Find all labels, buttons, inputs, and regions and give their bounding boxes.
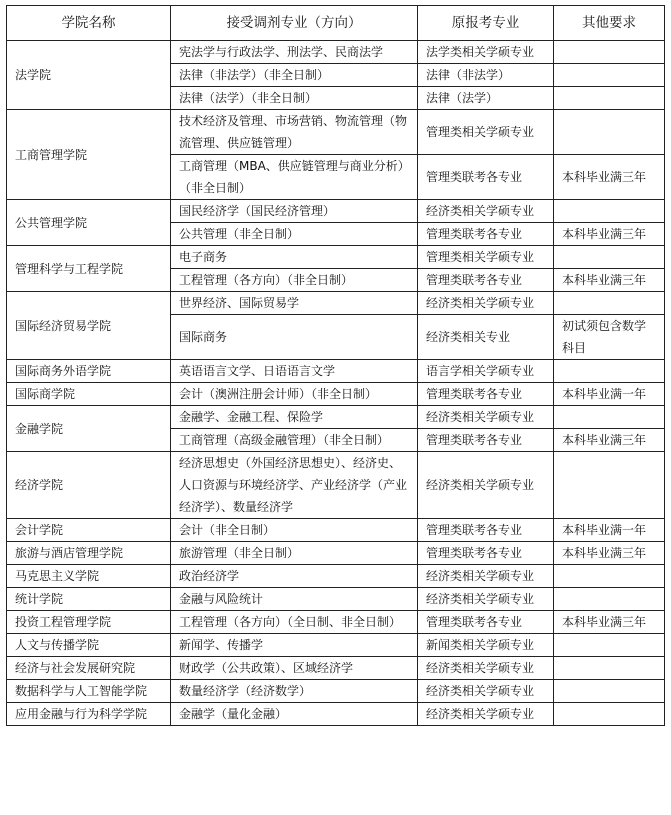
college-name-cell: 人文与传播学院 [7, 634, 171, 657]
college-name-cell: 管理科学与工程学院 [7, 246, 171, 292]
major-cell: 工程管理（各方向）（非全日制） [171, 269, 418, 292]
major-cell: 经济思想史（外国经济思想史）、经济史、人口资源与环境经济学、产业经济学（产业经济学）、数量经济学 [171, 452, 418, 519]
original-major-cell: 经济类相关学硕专业 [418, 703, 554, 726]
original-major-cell: 法律（法学） [418, 87, 554, 110]
table-row [7, 200, 665, 223]
table-row [7, 360, 665, 383]
original-major-cell: 管理类联考各专业 [418, 611, 554, 634]
major-cell: 国民经济学（国民经济管理） [171, 200, 418, 223]
college-name-cell: 投资工程管理学院 [7, 611, 171, 634]
major-cell: 世界经济、国际贸易学 [171, 292, 418, 315]
major-cell: 国际商务 [171, 315, 418, 360]
header-original-major: 原报考专业 [418, 6, 554, 41]
major-cell: 工商管理（高级金融管理）（非全日制） [171, 429, 418, 452]
table-row [7, 634, 665, 657]
college-name-cell: 统计学院 [7, 588, 171, 611]
major-cell: 法律（非法学）（非全日制） [171, 64, 418, 87]
college-name-cell: 法学院 [7, 41, 171, 110]
other-requirements-cell [554, 292, 665, 315]
original-major-cell: 管理类联考各专业 [418, 429, 554, 452]
other-requirements-cell [554, 565, 665, 588]
table-row [7, 406, 665, 429]
original-major-cell: 经济类相关学硕专业 [418, 588, 554, 611]
table-row [7, 542, 665, 565]
original-major-cell: 经济类相关学硕专业 [418, 200, 554, 223]
table-row [7, 383, 665, 406]
major-cell: 金融与风险统计 [171, 588, 418, 611]
original-major-cell: 管理类相关学硕专业 [418, 246, 554, 269]
other-requirements-cell: 本科毕业满三年 [554, 429, 665, 452]
major-cell: 工程管理（各方向）（全日制、非全日制） [171, 611, 418, 634]
college-name-cell: 国际商务外语学院 [7, 360, 171, 383]
major-cell: 工商管理（MBA、供应链管理与商业分析）（非全日制） [171, 155, 418, 200]
header-other-requirements: 其他要求 [554, 6, 665, 41]
major-cell: 数量经济学（经济数学） [171, 680, 418, 703]
college-name-cell: 公共管理学院 [7, 200, 171, 246]
major-cell: 新闻学、传播学 [171, 634, 418, 657]
table-row [7, 519, 665, 542]
original-major-cell: 管理类联考各专业 [418, 269, 554, 292]
college-name-cell: 工商管理学院 [7, 110, 171, 200]
college-name-cell: 金融学院 [7, 406, 171, 452]
college-name-cell: 会计学院 [7, 519, 171, 542]
other-requirements-cell [554, 110, 665, 155]
major-cell: 电子商务 [171, 246, 418, 269]
table-row [7, 680, 665, 703]
other-requirements-cell: 本科毕业满三年 [554, 155, 665, 200]
major-cell: 旅游管理（非全日制） [171, 542, 418, 565]
header-college: 学院名称 [7, 6, 171, 41]
table-row [7, 110, 665, 155]
table-row [7, 657, 665, 680]
college-name-cell: 国际商学院 [7, 383, 171, 406]
other-requirements-cell [554, 634, 665, 657]
other-requirements-cell [554, 87, 665, 110]
other-requirements-cell [554, 657, 665, 680]
original-major-cell: 经济类相关学硕专业 [418, 565, 554, 588]
table-row [7, 452, 665, 519]
other-requirements-cell [554, 360, 665, 383]
header-row [7, 6, 665, 41]
original-major-cell: 管理类联考各专业 [418, 542, 554, 565]
other-requirements-cell: 初试须包含数学科目 [554, 315, 665, 360]
other-requirements-cell [554, 452, 665, 519]
major-cell: 宪法学与行政法学、刑法学、民商法学 [171, 41, 418, 64]
original-major-cell: 经济类相关专业 [418, 315, 554, 360]
college-name-cell: 旅游与酒店管理学院 [7, 542, 171, 565]
major-cell: 政治经济学 [171, 565, 418, 588]
table-row [7, 246, 665, 269]
other-requirements-cell [554, 703, 665, 726]
original-major-cell: 经济类相关学硕专业 [418, 657, 554, 680]
other-requirements-cell: 本科毕业满三年 [554, 611, 665, 634]
other-requirements-cell: 本科毕业满三年 [554, 223, 665, 246]
table-body [7, 41, 665, 726]
other-requirements-cell [554, 41, 665, 64]
table-row [7, 588, 665, 611]
original-major-cell: 经济类相关学硕专业 [418, 406, 554, 429]
college-name-cell: 应用金融与行为科学学院 [7, 703, 171, 726]
major-cell: 金融学（量化金融） [171, 703, 418, 726]
original-major-cell: 管理类联考各专业 [418, 383, 554, 406]
major-cell: 会计（非全日制） [171, 519, 418, 542]
other-requirements-cell: 本科毕业满一年 [554, 519, 665, 542]
major-cell: 公共管理（非全日制） [171, 223, 418, 246]
adjustment-table [6, 5, 665, 726]
original-major-cell: 管理类联考各专业 [418, 519, 554, 542]
original-major-cell: 语言学相关学硕专业 [418, 360, 554, 383]
major-cell: 法律（法学）（非全日制） [171, 87, 418, 110]
major-cell: 英语语言文学、日语语言文学 [171, 360, 418, 383]
original-major-cell: 法律（非法学） [418, 64, 554, 87]
original-major-cell: 经济类相关学硕专业 [418, 680, 554, 703]
college-name-cell: 国际经济贸易学院 [7, 292, 171, 360]
major-cell: 金融学、金融工程、保险学 [171, 406, 418, 429]
other-requirements-cell [554, 246, 665, 269]
table-row [7, 565, 665, 588]
college-name-cell: 经济与社会发展研究院 [7, 657, 171, 680]
original-major-cell: 经济类相关学硕专业 [418, 452, 554, 519]
other-requirements-cell [554, 406, 665, 429]
table-row [7, 292, 665, 315]
other-requirements-cell [554, 200, 665, 223]
original-major-cell: 管理类联考各专业 [418, 155, 554, 200]
major-cell: 财政学（公共政策）、区域经济学 [171, 657, 418, 680]
original-major-cell: 法学类相关学硕专业 [418, 41, 554, 64]
other-requirements-cell [554, 64, 665, 87]
original-major-cell: 管理类相关学硕专业 [418, 110, 554, 155]
other-requirements-cell [554, 588, 665, 611]
college-name-cell: 数据科学与人工智能学院 [7, 680, 171, 703]
original-major-cell: 管理类联考各专业 [418, 223, 554, 246]
original-major-cell: 经济类相关学硕专业 [418, 292, 554, 315]
table-row [7, 611, 665, 634]
major-cell: 技术经济及管理、市场营销、物流管理（物流管理、供应链管理） [171, 110, 418, 155]
other-requirements-cell: 本科毕业满三年 [554, 269, 665, 292]
major-cell: 会计（澳洲注册会计师）（非全日制） [171, 383, 418, 406]
college-name-cell: 经济学院 [7, 452, 171, 519]
header-major: 接受调剂专业（方向） [171, 6, 418, 41]
original-major-cell: 新闻类相关学硕专业 [418, 634, 554, 657]
other-requirements-cell [554, 680, 665, 703]
other-requirements-cell: 本科毕业满三年 [554, 542, 665, 565]
table-row [7, 703, 665, 726]
college-name-cell: 马克思主义学院 [7, 565, 171, 588]
table-row [7, 41, 665, 64]
other-requirements-cell: 本科毕业满一年 [554, 383, 665, 406]
